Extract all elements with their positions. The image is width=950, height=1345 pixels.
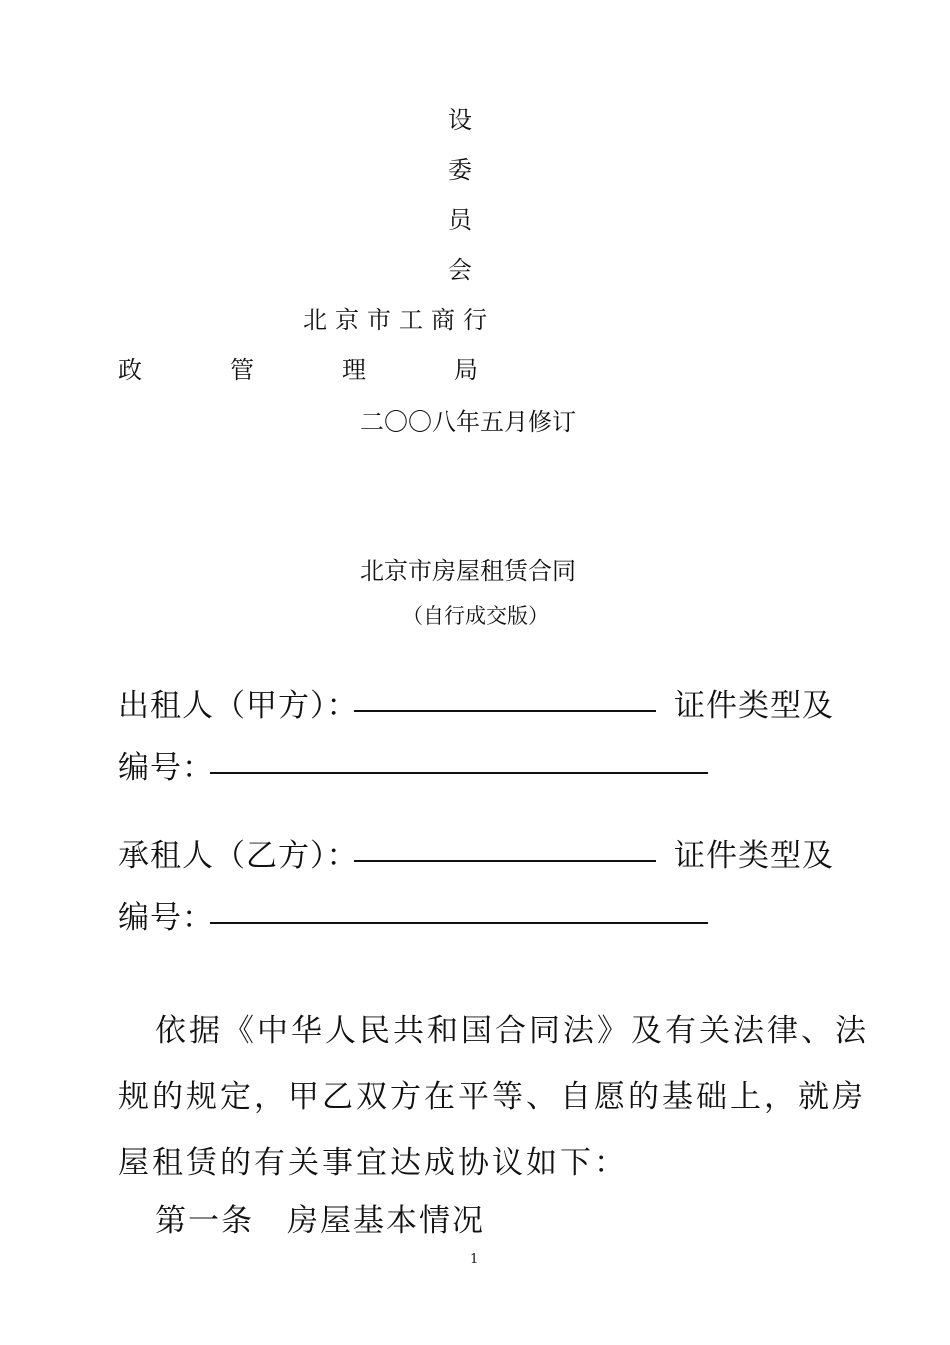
lessor-row (118, 680, 359, 725)
committee-char-1: 设 (448, 106, 472, 134)
committee-char-3: 员 (448, 206, 472, 234)
contract-subtitle: （自行成交版） (402, 604, 549, 628)
page-number: 1 (470, 1252, 479, 1267)
lessor-number-label: 编号： (118, 750, 214, 786)
lessee-id-type-label: 证件类型及 (674, 838, 834, 874)
bureau-char-3: 理 (342, 356, 366, 384)
committee-char-2: 委 (448, 156, 472, 184)
contract-title: 北京市房屋租赁合同 (360, 557, 576, 585)
lessee-row (118, 830, 359, 875)
committee-char-4: 会 (448, 256, 472, 284)
lessor-number-blank[interactable] (210, 772, 708, 774)
lessee-number-blank[interactable] (210, 922, 708, 924)
lessee-name-blank[interactable] (354, 860, 656, 862)
lessee-label: 承租人（乙方）： (118, 838, 359, 874)
bureau-char-1: 政 (118, 356, 142, 384)
bureau-char-4: 局 (454, 356, 478, 384)
intro-line-3: 屋租赁的有关事宜达成协议如下： (118, 1145, 628, 1181)
intro-line-1: 依据《中华人民共和国合同法》及有关法律、法 (155, 1013, 869, 1049)
revision-date: 二〇〇八年五月修订 (360, 408, 576, 436)
lessor-name-blank[interactable] (354, 710, 656, 712)
bureau-line-1: 北京市工商行 (303, 306, 495, 334)
lessor-label: 出租人（甲方）： (118, 688, 359, 724)
lessee-number-label: 编号： (118, 900, 214, 936)
intro-line-2: 规的规定，甲乙双方在平等、自愿的基础上，就房 (118, 1079, 866, 1115)
article-1-heading: 第一条 房屋基本情况 (155, 1203, 485, 1239)
lessor-id-type-label: 证件类型及 (674, 688, 834, 724)
bureau-char-2: 管 (230, 356, 254, 384)
